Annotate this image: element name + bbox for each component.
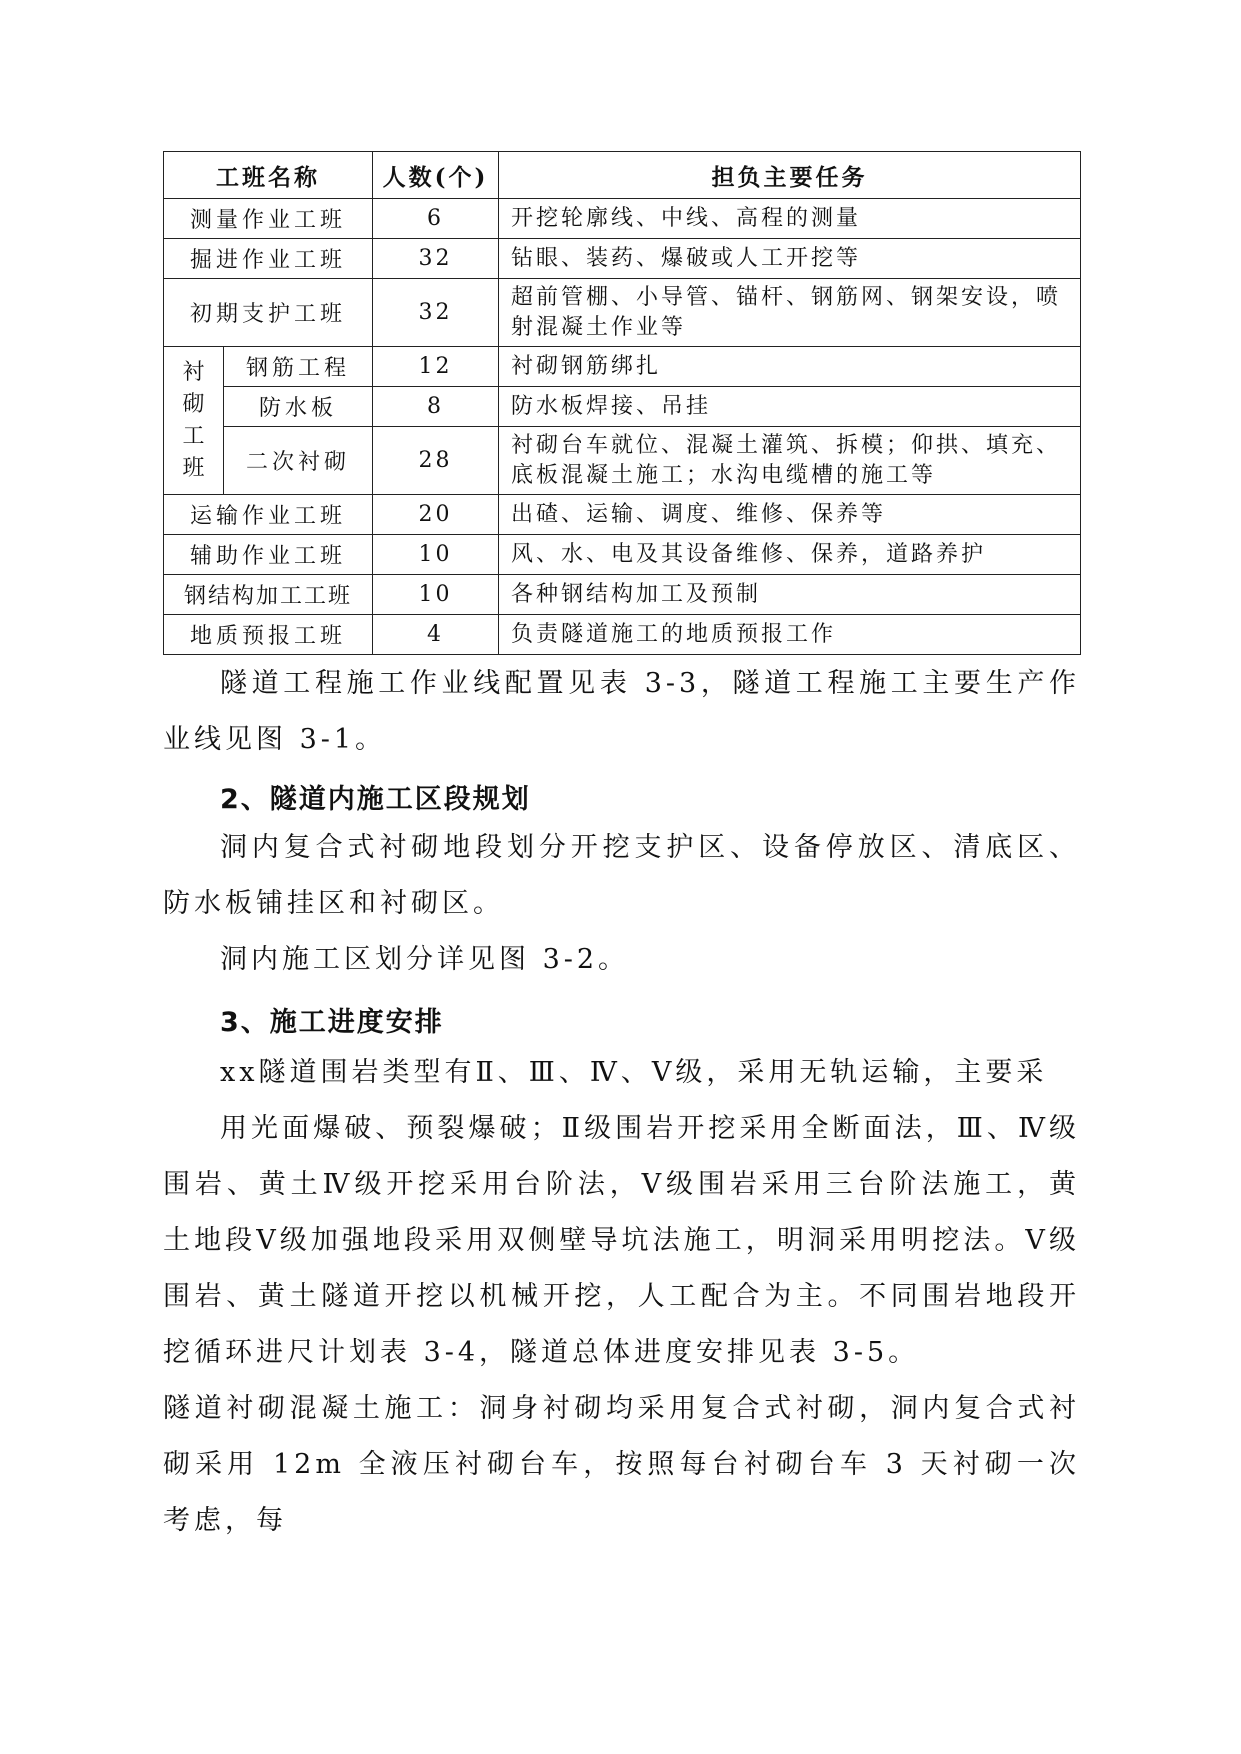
group-label-char: 衬 bbox=[182, 359, 205, 385]
crew-count: 32 bbox=[373, 239, 499, 279]
table-header-row bbox=[164, 152, 1081, 199]
group-label-char: 工 bbox=[182, 423, 205, 449]
paragraph-zone-figure: 洞内施工区划分详见图 3-2。 bbox=[220, 944, 630, 975]
crew-task: 衬砌台车就位、混凝土灌筑、拆模；仰拱、填充、底板混凝土施工；水沟电缆槽的施工等 bbox=[499, 427, 1081, 495]
crew-task: 风、水、电及其设备维修、保养，道路养护 bbox=[499, 535, 1081, 575]
crew-count: 8 bbox=[373, 387, 499, 427]
crew-count: 12 bbox=[373, 347, 499, 387]
crew-name: 二次衬砌 bbox=[224, 427, 373, 495]
paragraph-rock-types: xx隧道围岩类型有Ⅱ、Ⅲ、Ⅳ、Ⅴ级，采用无轨运输，主要采 bbox=[220, 1057, 1048, 1088]
crew-count: 32 bbox=[373, 279, 499, 347]
header-count: 人数(个) bbox=[373, 152, 499, 199]
crew-count: 10 bbox=[373, 535, 499, 575]
crew-task: 衬砌钢筋绑扎 bbox=[499, 347, 1081, 387]
header-crew-name: 工班名称 bbox=[164, 152, 373, 199]
crew-name: 掘进作业工班 bbox=[164, 239, 373, 279]
table-row bbox=[164, 427, 1081, 495]
section-heading-2: 2、隧道内施工区段规划 bbox=[220, 784, 531, 815]
crew-task: 负责隧道施工的地质预报工作 bbox=[499, 615, 1081, 655]
table-row bbox=[164, 199, 1081, 239]
group-label-char: 班 bbox=[182, 455, 205, 481]
crew-task: 防水板焊接、吊挂 bbox=[499, 387, 1081, 427]
crew-task: 超前管棚、小导管、锚杆、钢筋网、钢架安设，喷射混凝土作业等 bbox=[499, 279, 1081, 347]
crew-name: 地质预报工班 bbox=[164, 615, 373, 655]
crew-task: 钻眼、装药、爆破或人工开挖等 bbox=[499, 239, 1081, 279]
crew-name: 初期支护工班 bbox=[164, 279, 373, 347]
table-row bbox=[164, 575, 1081, 615]
paragraph-lining-concrete: 隧道衬砌混凝土施工：洞身衬砌均采用复合式衬砌，洞内复合式衬砌采用 12m 全液压衬砌台车，按照每台衬砌台车 3 天衬砌一次考虑，每 bbox=[163, 1393, 1080, 1536]
crew-count: 4 bbox=[373, 615, 499, 655]
table-row bbox=[164, 615, 1081, 655]
lining-crew-group-label bbox=[164, 347, 224, 495]
table-row bbox=[164, 279, 1081, 347]
crew-task: 各种钢结构加工及预制 bbox=[499, 575, 1081, 615]
table-row bbox=[164, 535, 1081, 575]
table-row bbox=[164, 495, 1081, 535]
crew-name: 防水板 bbox=[224, 387, 373, 427]
table-row bbox=[164, 239, 1081, 279]
paragraph-excavation-methods: 用光面爆破、预裂爆破；Ⅱ级围岩开挖采用全断面法，Ⅲ、Ⅳ级围岩、黄土Ⅳ级开挖采用台阶法，Ⅴ级围岩采用三台阶法施工，黄土地段Ⅴ级加强地段采用双侧壁导坑法施工，明洞采用明挖法。Ⅴ级围岩、黄土隧道开挖以机械开挖，人工配合为主。不同围岩地段开挖循环进尺计划表 3-4，隧道总体进度安排见表 3-5。 bbox=[163, 1113, 1080, 1368]
crew-count: 20 bbox=[373, 495, 499, 535]
crew-name: 运输作业工班 bbox=[164, 495, 373, 535]
crew-count: 10 bbox=[373, 575, 499, 615]
crew-name: 测量作业工班 bbox=[164, 199, 373, 239]
paragraph-worklines: 隧道工程施工作业线配置见表 3-3，隧道工程施工主要生产作业线见图 3-1。 bbox=[163, 668, 1080, 755]
crew-table bbox=[163, 151, 1081, 655]
group-label-char: 砌 bbox=[182, 391, 205, 417]
crew-count: 28 bbox=[373, 427, 499, 495]
table-row bbox=[164, 347, 1081, 387]
crew-name: 钢结构加工工班 bbox=[164, 575, 373, 615]
paragraph-zones: 洞内复合式衬砌地段划分开挖支护区、设备停放区、清底区、防水板铺挂区和衬砌区。 bbox=[163, 832, 1080, 919]
crew-name: 辅助作业工班 bbox=[164, 535, 373, 575]
crew-name: 钢筋工程 bbox=[224, 347, 373, 387]
crew-count: 6 bbox=[373, 199, 499, 239]
table-row bbox=[164, 387, 1081, 427]
crew-task: 开挖轮廓线、中线、高程的测量 bbox=[499, 199, 1081, 239]
header-tasks: 担负主要任务 bbox=[499, 152, 1081, 199]
crew-task: 出碴、运输、调度、维修、保养等 bbox=[499, 495, 1081, 535]
section-heading-3: 3、施工进度安排 bbox=[220, 1007, 444, 1038]
